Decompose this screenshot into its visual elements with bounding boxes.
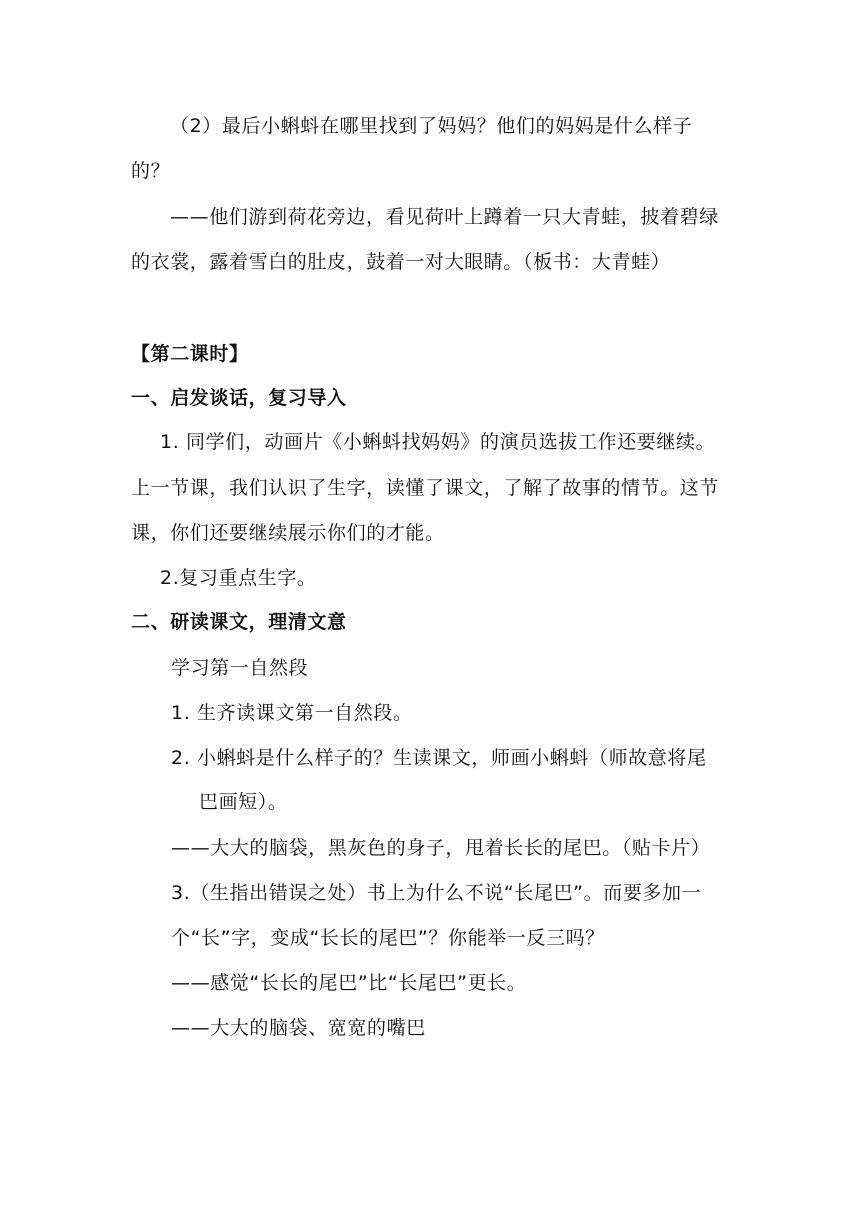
section-2-heading: 二、研读课文，理清文意 bbox=[131, 611, 347, 633]
step-3-answer-2: ——大大的脑袋、宽宽的嘴巴 bbox=[171, 1017, 426, 1039]
subsection-heading: 学习第一自然段 bbox=[171, 657, 309, 679]
answer-line-2: 的衣裳，露着雪白的肚皮，鼓着一对大眼睛。（板书：大青蛙） bbox=[131, 251, 671, 273]
question-2-line-2: 的？ bbox=[131, 160, 171, 182]
step-3-line-2: 个“长”字，变成“长长的尾巴”？你能举一反三吗？ bbox=[171, 927, 605, 949]
step-3-line-1: 3.（生指出错误之处）书上为什么不说“长尾巴”。而要多加一 bbox=[171, 882, 702, 904]
paragraph-1-line-2: 上一节课，我们认识了生字，读懂了课文，了解了故事的情节。这节 bbox=[131, 477, 720, 499]
section-1-heading: 一、启发谈话，复习导入 bbox=[131, 387, 347, 409]
step-2-line-2: 巴画短）。 bbox=[199, 791, 288, 813]
step-2-line-1: 2. 小蝌蚪是什么样子的？生读课文，师画小蝌蚪（师故意将尾 bbox=[171, 747, 707, 769]
step-1: 1. 生齐读课文第一自然段。 bbox=[171, 702, 413, 724]
paragraph-2: 2.复习重点生字。 bbox=[160, 567, 317, 589]
question-2-line-1: （2）最后小蝌蚪在哪里找到了妈妈？他们的妈妈是什么样子 bbox=[170, 115, 693, 137]
step-2-answer: ——大大的脑袋，黑灰色的身子，甩着长长的尾巴。（贴卡片） bbox=[171, 837, 711, 859]
paragraph-1-line-3: 课，你们还要继续展示你们的才能。 bbox=[131, 522, 445, 544]
second-lesson-heading: 【第二课时】 bbox=[131, 343, 249, 365]
answer-line-1: ——他们游到荷花旁边，看见荷叶上蹲着一只大青蛙，披着碧绿 bbox=[170, 206, 719, 228]
paragraph-1-line-1: 1. 同学们，动画片《小蝌蚪找妈妈》的演员选拔工作还要继续。 bbox=[160, 431, 716, 453]
step-3-answer-1: ——感觉“长长的尾巴”比“长尾巴”更长。 bbox=[171, 972, 527, 994]
